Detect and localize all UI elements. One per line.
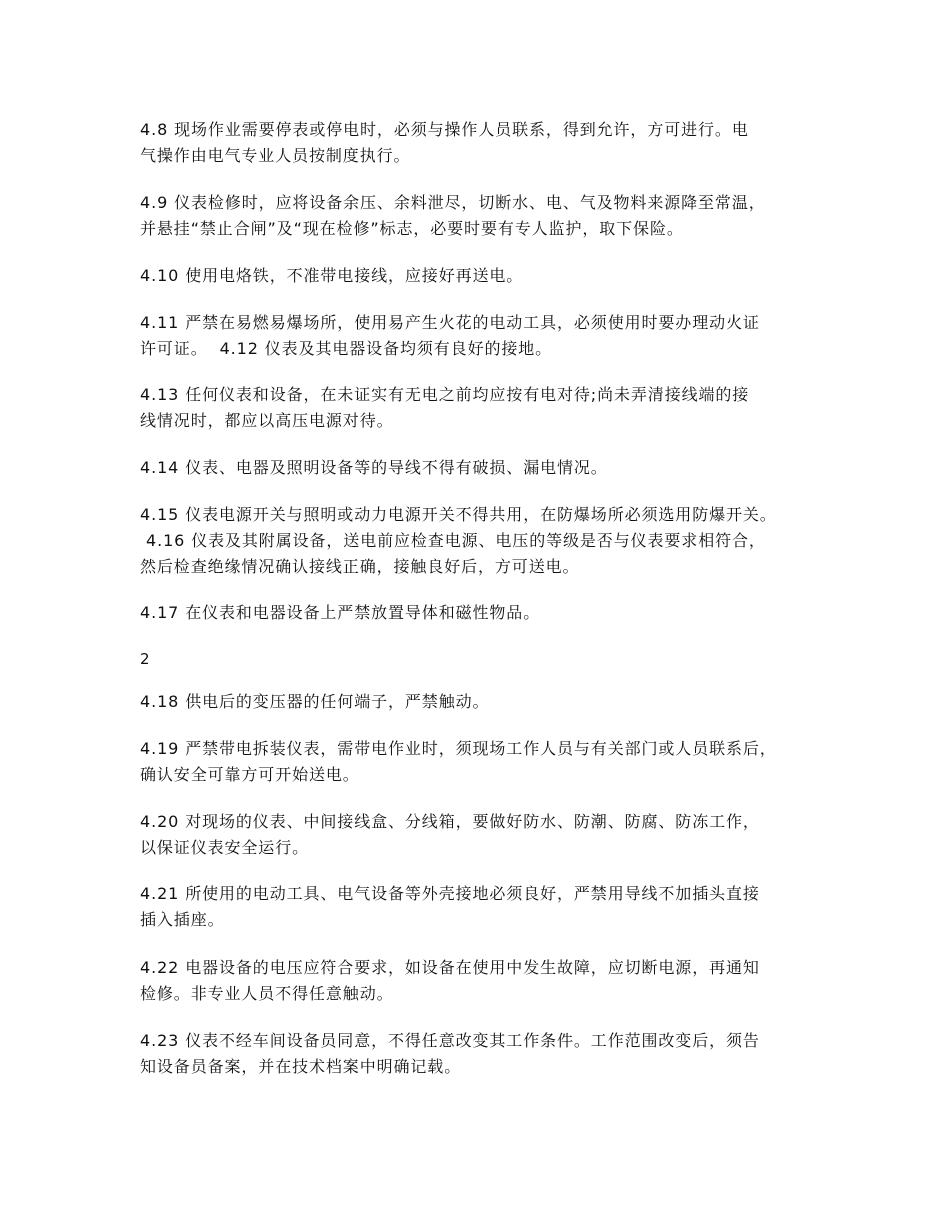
paragraph-4-17: 4.17 在仪表和电器设备上严禁放置导体和磁性物品。 [140, 603, 541, 622]
paragraph-4-19: 4.19 严禁带电拆装仪表，需带电作业时，须现场工作人员与有关部门或人员联系后， 确认安全可靠方可开始送电。 [140, 739, 777, 784]
paragraph-4-8: 4.8 现场作业需要停表或停电时，必须与操作人员联系，得到允许，方可进行。电 气操作由电气专业人员按制度执行。 [140, 120, 749, 165]
paragraph-4-20: 4.20 对现场的仪表、中间接线盒、分线箱，要做好防水、防潮、防腐、防冻工作， 以保证仪表安全运行。 [140, 812, 760, 857]
paragraph-4-9: 4.9 仪表检修时，应将设备余压、余料泄尽，切断水、电、气及物料来源降至常温， 并悬挂“禁止合闸”及“现在检修”标志，必要时要有专人监护，取下保险。 [140, 193, 766, 238]
paragraph-4-22: 4.22 电器设备的电压应符合要求，如设备在使用中发生故障，应切断电源，再通知 检修。非专业人员不得任意触动。 [140, 958, 760, 1003]
paragraph-4-10: 4.10 使用电烙铁，不准带电接线，应接好再送电。 [140, 266, 524, 285]
paragraph-4-14: 4.14 仪表、电器及照明设备等的导线不得有破损、漏电情况。 [140, 458, 608, 477]
paragraph-4-23: 4.23 仪表不经车间设备员同意，不得任意改变其工作条件。工作范围改变后，须告 知设备员备案，并在技术档案中明确记载。 [140, 1031, 760, 1076]
paragraph-4-21: 4.21 所使用的电动工具、电气设备等外壳接地必须良好，严禁用导线不加插头直接 插入插座。 [140, 884, 760, 929]
paragraph-4-18: 4.18 供电后的变压器的任何端子，严禁触动。 [140, 692, 490, 711]
paragraph-4-15-4-16: 4.15 仪表电源开关与照明或动力电源开关不得共用，在防爆场所必须选用防爆开关。 4.16 仪表及其附属设备，送电前应检查电源、电压的等级是否与仪表要求相符合， 然后检查绝缘情况确认接线正确，接触良好后，方可送电。 [140, 505, 777, 576]
paragraph-4-11-4-12: 4.11 严禁在易燃易爆场所，使用易产生火花的电动工具，必须使用时要办理动火证 许可证。 4.12 仪表及其电器设备均须有良好的接地。 [140, 313, 760, 358]
page-number: 2 [140, 650, 150, 668]
paragraph-4-13: 4.13 任何仪表和设备，在未证实有无电之前均应按有电对待;尚未弄清接线端的接 线情况时，都应以高压电源对待。 [140, 385, 750, 430]
